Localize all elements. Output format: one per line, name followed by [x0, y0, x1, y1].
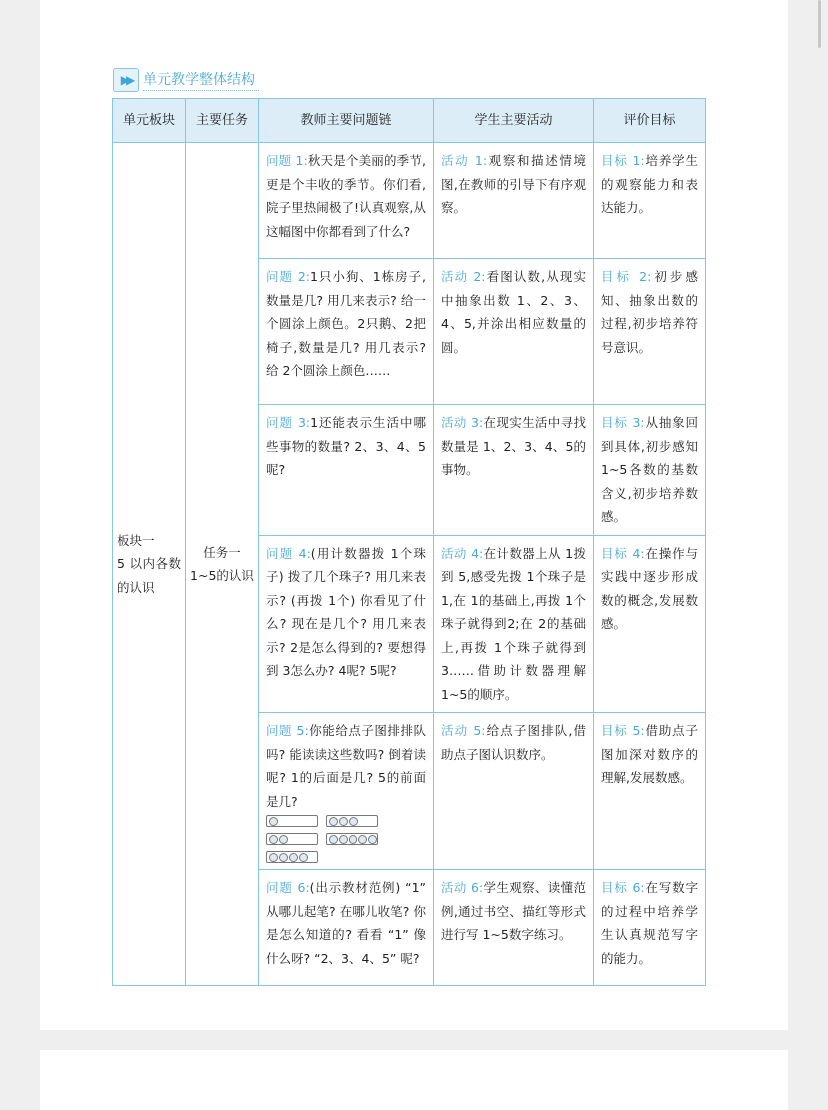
- dot-cards: [266, 815, 426, 863]
- activity-cell: [434, 143, 594, 259]
- header-cell: 学生主要活动: [434, 99, 594, 143]
- question-text: (出示教材范例) “1” 从哪儿起笔? 在哪儿收笔? 你是怎么知道的? 看看 “1” 像什么呀? “2、3、4、5” 呢?: [266, 880, 426, 966]
- activity-text: 在现实生活中寻找数量是 1、2、3、4、5的事物。: [441, 415, 586, 477]
- question-cell: [259, 143, 434, 259]
- dot-card: [326, 815, 378, 827]
- question-cell: [259, 405, 434, 536]
- dot-icon: [289, 853, 298, 862]
- dot-card: [266, 833, 318, 845]
- question-text: 你能给点子图排排队吗? 能读读这些数吗? 倒着读呢? 1的后面是几? 5的前面是几?: [266, 723, 426, 809]
- play-arrows-icon: ▶▶: [113, 68, 139, 92]
- question-text: 1还能表示生活中哪些事物的数量? 2、3、4、5呢?: [266, 415, 426, 477]
- activity-text: 给点子图排队,借助点子图认识数序。: [441, 723, 586, 762]
- header-row: [113, 99, 706, 143]
- dot-icon: [349, 835, 358, 844]
- goal-cell: [594, 405, 706, 536]
- question-cell: [259, 535, 434, 713]
- activity-label: 活动 4:: [441, 545, 484, 561]
- question-cell: [259, 713, 434, 870]
- block-desc: 5 以内各数的认识: [117, 556, 181, 595]
- activity-cell: [434, 535, 594, 713]
- goal-label: 目标 2:: [601, 269, 652, 284]
- question-label: 问题 3:: [266, 415, 311, 430]
- dot-icon: [349, 817, 358, 826]
- activity-cell: [434, 405, 594, 536]
- dot-icon: [269, 835, 278, 844]
- goal-text: 培养学生的观察能力和表达能力。: [601, 153, 698, 215]
- dot-icon: [358, 835, 367, 844]
- goal-label: 目标 5:: [601, 723, 645, 738]
- goal-text: 从抽象回到具体,初步感知 1~5各数的基数含义,初步培养数感。: [601, 415, 698, 524]
- dot-icon: [269, 853, 278, 862]
- question-cell: [259, 870, 434, 986]
- dot-icon: [269, 817, 278, 826]
- section-heading: [113, 68, 259, 92]
- question-label: 问题 5:: [266, 723, 309, 738]
- task-name: 任务一: [203, 544, 241, 560]
- header-cell: 单元板块: [113, 99, 186, 143]
- task-cell: [186, 143, 259, 986]
- unit-structure-table: [112, 98, 706, 986]
- dot-icon: [368, 835, 377, 844]
- dot-icon: [329, 835, 338, 844]
- question-label: 问题 6:: [266, 880, 310, 895]
- goal-text: 在写数字的过程中培养学生认真规范写字的能力。: [601, 880, 698, 966]
- dot-icon: [329, 817, 338, 826]
- activity-label: 活动 1:: [441, 153, 488, 168]
- dot-card: [266, 815, 318, 827]
- header-cell: 评价目标: [594, 99, 706, 143]
- goal-cell: [594, 259, 706, 405]
- dot-icon: [299, 853, 308, 862]
- goal-text: 在操作与实践中逐步形成数的概念,发展数感。: [601, 545, 698, 631]
- activity-label: 活动 5:: [441, 723, 486, 738]
- goal-cell: [594, 713, 706, 870]
- goal-text: 初步感知、抽象出数的过程,初步培养符号意识。: [601, 269, 698, 355]
- goal-label: 目标 1:: [601, 153, 645, 168]
- question-label: 问题 4:: [266, 545, 311, 561]
- goal-label: 目标 6:: [601, 880, 645, 895]
- scrollbar[interactable]: [818, 0, 821, 48]
- dot-icon: [339, 817, 348, 826]
- activity-cell: [434, 870, 594, 986]
- section-title: 单元教学整体结构: [143, 69, 259, 91]
- activity-text: 观察和描述情境图,在教师的引导下有序观察。: [441, 153, 586, 215]
- question-cell: [259, 259, 434, 405]
- activity-label: 活动 6:: [441, 880, 484, 895]
- block-name: 板块一: [117, 532, 155, 548]
- question-label: 问题 1:: [266, 153, 308, 168]
- activity-text: 学生观察、读懂范例,通过书空、描红等形式进行写 1~5数字练习。: [441, 880, 586, 942]
- goal-cell: [594, 535, 706, 713]
- goal-cell: [594, 143, 706, 259]
- activity-text: 看图认数,从现实中抽象出数 1、2、3、4、5,并涂出相应数量的圆。: [441, 269, 586, 355]
- dot-icon: [279, 835, 288, 844]
- question-text: (用计数器拨 1个珠子) 拨了几个珠子? 用几来表示? (再拨 1个) 你看见了什么? 现在是几个? 用几来表示? 2是怎么得到的? 要想得到 3怎么办? 4呢? 5呢?: [266, 545, 426, 678]
- goal-label: 目标 4:: [601, 545, 645, 561]
- goal-text: 借助点子图加深对数序的理解,发展数感。: [601, 723, 698, 785]
- activity-cell: [434, 259, 594, 405]
- activity-label: 活动 2:: [441, 269, 486, 284]
- dot-card: [266, 851, 318, 863]
- table-row: [113, 143, 706, 259]
- dot-card: [326, 833, 378, 845]
- question-label: 问题 2:: [266, 269, 311, 284]
- task-desc: 1~5的认识: [190, 568, 254, 583]
- activity-text: 在计数器上从 1拨到 5,感受先拨 1个珠子是 1,在 1的基础上,再拨 1个珠子就得到2;在 2的基础上,再拨 1个珠子就得到3……借助计数器理解 1~5的顺序。: [441, 545, 586, 702]
- dot-icon: [279, 853, 288, 862]
- question-text: 1只小狗、1栋房子,数量是几? 用几来表示? 给一个圆涂上颜色。2只鹅、2把椅子,数量是几? 用几表示? 给 2个圆涂上颜色……: [266, 269, 426, 378]
- header-cell: 教师主要问题链: [259, 99, 434, 143]
- header-cell: 主要任务: [186, 99, 259, 143]
- activity-label: 活动 3:: [441, 415, 484, 430]
- next-page: [40, 1050, 788, 1110]
- dot-icon: [339, 835, 348, 844]
- goal-label: 目标 3:: [601, 415, 645, 430]
- question-text: 秋天是个美丽的季节,更是个丰收的季节。你们看,院子里热闹极了!认真观察,从这幅图中你都看到了什么?: [266, 153, 426, 239]
- goal-cell: [594, 870, 706, 986]
- block-cell: [113, 143, 186, 986]
- activity-cell: [434, 713, 594, 870]
